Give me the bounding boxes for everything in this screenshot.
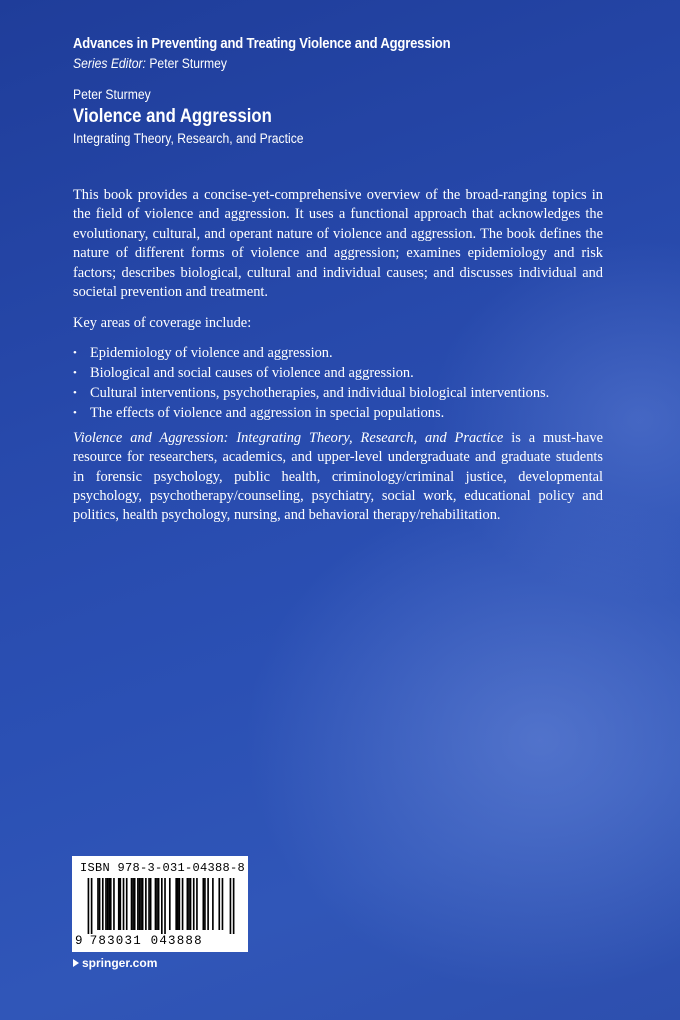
barcode-bar — [169, 878, 171, 930]
barcode-bar — [140, 878, 142, 930]
barcode-bar — [97, 878, 99, 930]
isbn-label: ISBN 978-3-031-04388-8 — [80, 861, 246, 875]
barcode-bar — [190, 878, 192, 930]
description-paragraph: This book provides a concise-yet-comprehensive overview of the broad-ranging topics in the field of violence and aggression. It uses a functional approach that acknowledges the evolutionary, cultural, and operant nature of violence and aggression. The book defines the nature of different forms of violence and aggression; examines epidemiology and risk factors; describes biological, cultural and individual causes; and discusses individual and societal prevention and treatment. — [73, 187, 603, 301]
barcode-bar — [233, 878, 235, 934]
barcode-bar — [156, 878, 158, 930]
barcode-bar — [102, 878, 104, 930]
list-item: • Cultural interventions, psychotherapies, and individual biological interventions. — [73, 383, 603, 403]
barcode-bar — [91, 878, 93, 934]
barcode-bar — [187, 878, 189, 930]
barcode-bar — [188, 878, 190, 930]
series-editor — [73, 56, 450, 71]
closing-book-reference: Violence and Aggression: Integrating Theory, Research, and Practice — [73, 429, 504, 446]
series-header — [73, 36, 492, 71]
barcode-bar — [113, 878, 115, 930]
barcode-bar — [230, 878, 232, 934]
barcode-bar — [222, 878, 224, 930]
barcode-bar — [99, 878, 101, 930]
isbn-digit-group-2: 043888 — [150, 934, 203, 948]
series-editor-name: Peter Sturmey — [149, 56, 227, 71]
book-author: Peter Sturmey — [73, 87, 151, 102]
barcode-bar — [107, 878, 109, 930]
barcode-bars — [86, 878, 236, 934]
barcode-bar — [137, 878, 139, 930]
back-cover-text — [73, 186, 603, 526]
barcode-bar — [118, 878, 120, 930]
closing-text: is a must-have resource for researchers, academics, and upper-level undergraduate and graduate students in forensic psychology, public health, criminology/criminal justice, developmental psychology, psychotherapy/counseling, psychiatry, social work, educational policy and politics, health psychology, nursing, and behavioral therapy/rehabilitation. — [73, 429, 603, 524]
barcode-bar — [196, 878, 198, 930]
springer-link[interactable] — [73, 956, 157, 970]
isbn-digits — [75, 934, 203, 948]
barcode-bar — [193, 878, 195, 930]
list-item: • Biological and social causes of violence and aggression. — [73, 363, 603, 383]
barcode-bar — [179, 878, 181, 930]
barcode-bar — [139, 878, 141, 930]
barcode-bar — [123, 878, 125, 930]
barcode-bar — [182, 878, 184, 930]
barcode-bar — [134, 878, 136, 930]
key-areas-intro: Key areas of coverage include: — [73, 315, 252, 332]
barcode-bar — [120, 878, 122, 930]
barcode-bar — [164, 878, 166, 934]
barcode-bar — [148, 878, 150, 930]
barcode-bar — [145, 878, 147, 930]
book-subtitle: Integrating Theory, Research, and Practice — [73, 131, 304, 146]
springer-link-text[interactable]: springer.com — [82, 956, 158, 970]
isbn-digit-first: 9 — [75, 934, 84, 948]
barcode-bar — [108, 878, 110, 930]
barcode-bar — [158, 878, 160, 930]
barcode-bar — [150, 878, 152, 930]
key-areas-list — [73, 343, 603, 423]
book-title: Violence and Aggression — [73, 106, 272, 127]
barcode-bar — [204, 878, 206, 930]
barcode-bar — [142, 878, 144, 930]
series-editor-label: Series Editor: — [73, 56, 146, 71]
barcode-bar — [88, 878, 90, 934]
barcode-bar — [110, 878, 112, 930]
barcode-bar — [212, 878, 214, 930]
closing-paragraph — [73, 429, 603, 526]
book-header — [73, 87, 329, 146]
barcode-bar — [218, 878, 220, 930]
barcode-bar — [177, 878, 179, 930]
isbn-digit-group-1: 783031 — [89, 934, 142, 948]
barcode-bar — [161, 878, 163, 934]
barcode-bar — [132, 878, 134, 930]
list-item: • The effects of violence and aggression in special populations. — [73, 403, 603, 423]
barcode-bar — [105, 878, 107, 930]
barcode-bar — [155, 878, 157, 930]
barcode-bar — [202, 878, 204, 930]
barcode-bar — [131, 878, 133, 930]
barcode-bar — [126, 878, 128, 930]
barcode-bar — [175, 878, 177, 930]
list-item: • Epidemiology of violence and aggression. — [73, 343, 603, 363]
isbn-barcode — [72, 856, 248, 952]
series-title: Advances in Preventing and Treating Violence and Aggression — [73, 36, 451, 52]
barcode-bar — [207, 878, 209, 930]
arrow-right-icon — [73, 959, 79, 967]
